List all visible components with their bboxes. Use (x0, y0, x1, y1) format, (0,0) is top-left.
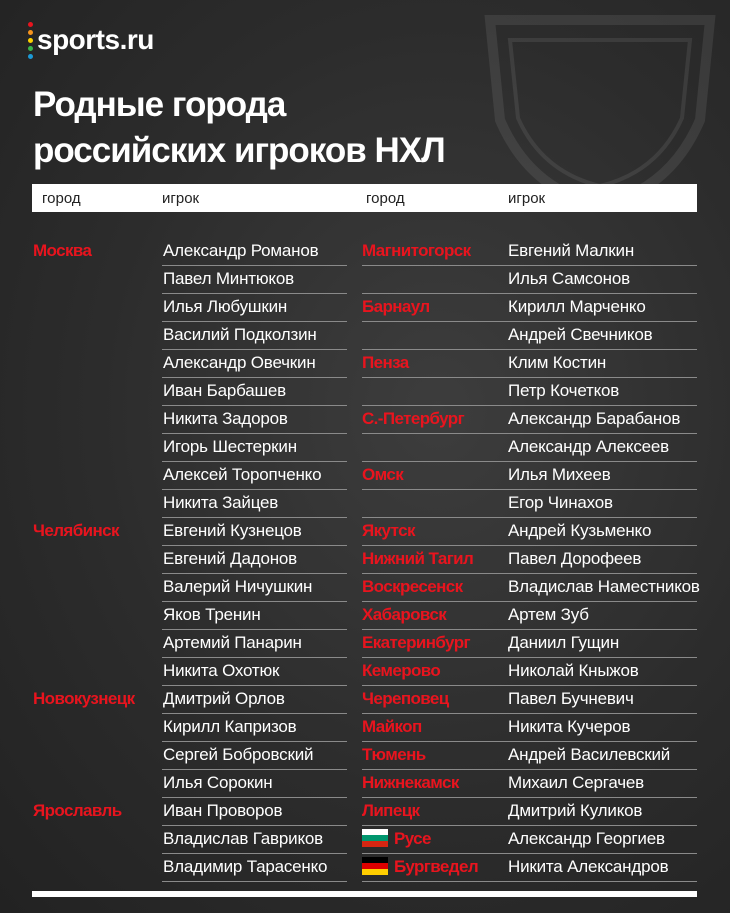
player-name: Андрей Свечников (508, 325, 653, 344)
city-name: Ярославль (33, 801, 122, 820)
row-separator (162, 685, 347, 686)
player-name: Никита Александров (508, 857, 669, 876)
row-separator (362, 545, 697, 546)
row-separator (362, 377, 697, 378)
city-label (33, 689, 135, 709)
row-separator (162, 713, 347, 714)
city-name: Майкоп (362, 717, 422, 736)
player-name: Андрей Василевский (508, 745, 671, 764)
player-name: Владислав Гавриков (163, 829, 323, 848)
player-name: Александр Овечкин (163, 353, 316, 372)
player-name: Илья Михеев (508, 465, 611, 484)
city-label (362, 409, 464, 429)
player-name: Игорь Шестеркин (163, 437, 297, 456)
row-separator (162, 489, 347, 490)
row-separator (162, 853, 347, 854)
city-name: Липецк (362, 801, 420, 820)
city-name: Екатеринбург (362, 633, 470, 652)
row-separator (162, 825, 347, 826)
player-name: Александр Барабанов (508, 409, 681, 428)
player-name: Никита Кучеров (508, 717, 631, 736)
city-name: Воскресенск (362, 577, 463, 596)
header-player-left: игрок (162, 190, 200, 207)
row-separator (362, 685, 697, 686)
logo-dots-icon (28, 22, 33, 59)
row-separator (362, 657, 697, 658)
player-name: Артемий Панарин (163, 633, 302, 652)
row-separator (162, 797, 347, 798)
sports-ru-logo (28, 22, 154, 58)
city-label (362, 857, 478, 877)
bulgaria-flag-icon (362, 829, 388, 847)
row-separator (362, 293, 697, 294)
city-name: Магнитогорск (362, 241, 471, 260)
row-separator (362, 405, 697, 406)
row-separator (162, 545, 347, 546)
row-separator (162, 769, 347, 770)
row-separator (162, 293, 347, 294)
player-name: Александр Георгиев (508, 829, 665, 848)
city-name: Москва (33, 241, 92, 260)
city-label (362, 297, 430, 317)
player-name: Павел Минтюков (163, 269, 294, 288)
row-separator (362, 629, 697, 630)
city-label (362, 829, 431, 849)
player-name: Павел Дорофеев (508, 549, 642, 568)
city-label (362, 241, 471, 261)
player-name: Яков Тренин (163, 605, 261, 624)
logo-dot-red (28, 22, 33, 27)
city-label (362, 353, 409, 373)
player-name: Илья Сорокин (163, 773, 273, 792)
player-name: Владимир Тарасенко (163, 857, 328, 876)
player-name: Никита Зайцев (163, 493, 279, 512)
row-separator (162, 349, 347, 350)
city-label (33, 521, 119, 541)
player-name: Кирилл Капризов (163, 717, 297, 736)
row-separator (362, 349, 697, 350)
title-line-1: Родные города (33, 85, 286, 124)
city-name: С.-Петербург (362, 409, 465, 428)
player-name: Дмитрий Куликов (508, 801, 643, 820)
row-separator (362, 741, 697, 742)
row-separator (362, 461, 697, 462)
player-name: Иван Барбашев (163, 381, 287, 400)
city-label (362, 773, 459, 793)
player-name: Артем Зуб (508, 605, 589, 624)
germany-flag-icon (362, 857, 388, 875)
city-name: Нижний Тагил (362, 549, 474, 568)
player-name: Андрей Кузьменко (508, 521, 652, 540)
player-name: Иван Проворов (163, 801, 283, 820)
city-label (362, 745, 426, 765)
city-name: Русе (394, 829, 431, 848)
player-name: Даниил Гущин (508, 633, 620, 652)
city-label (362, 521, 415, 541)
row-separator (162, 517, 347, 518)
row-separator (162, 601, 347, 602)
player-name: Илья Самсонов (508, 269, 630, 288)
city-name: Кемерово (362, 661, 441, 680)
player-name: Егор Чинахов (508, 493, 613, 512)
row-separator (362, 797, 697, 798)
player-name: Сергей Бобровский (163, 745, 314, 764)
city-label (33, 241, 91, 261)
player-name: Алексей Торопченко (163, 465, 322, 484)
row-separator (162, 405, 347, 406)
city-label (362, 717, 422, 737)
logo-dot-green (28, 46, 33, 51)
row-separator (162, 321, 347, 322)
header-city-right: город (366, 190, 405, 207)
city-name: Новокузнецк (33, 689, 135, 708)
player-name: Никита Задоров (163, 409, 288, 428)
row-separator (362, 517, 697, 518)
player-name: Евгений Кузнецов (163, 521, 302, 540)
city-name: Омск (362, 465, 404, 484)
row-separator (162, 573, 347, 574)
city-name: Тюмень (362, 745, 426, 764)
city-label (362, 661, 440, 681)
player-name: Александр Романов (163, 241, 319, 260)
row-separator (362, 265, 697, 266)
player-name: Василий Подколзин (163, 325, 317, 344)
row-separator (162, 741, 347, 742)
row-separator (362, 321, 697, 322)
row-separator (362, 433, 697, 434)
page-title (33, 82, 445, 174)
row-separator (162, 433, 347, 434)
city-label (362, 633, 470, 653)
player-name: Валерий Ничушкин (163, 577, 313, 596)
row-separator (362, 825, 697, 826)
player-name: Дмитрий Орлов (163, 689, 285, 708)
player-name: Евгений Малкин (508, 241, 635, 260)
city-name: Нижнекамск (362, 773, 459, 792)
header-player-right: игрок (508, 190, 546, 207)
row-separator (162, 377, 347, 378)
nhl-shield-icon (470, 0, 730, 210)
row-separator (162, 265, 347, 266)
city-name: Хабаровск (362, 605, 447, 624)
row-separator (162, 461, 347, 462)
row-separator (362, 713, 697, 714)
city-name: Барнаул (362, 297, 430, 316)
player-name: Петр Кочетков (508, 381, 620, 400)
city-label (362, 549, 473, 569)
player-name: Николай Кныжов (508, 661, 639, 680)
bottom-bar (32, 891, 697, 897)
title-line-2: российских игроков НХЛ (33, 131, 445, 170)
logo-dot-yellow (28, 38, 33, 43)
city-name: Пенза (362, 353, 409, 372)
row-separator (162, 881, 347, 882)
row-separator (362, 769, 697, 770)
row-separator (362, 601, 697, 602)
player-name: Владислав Наместников (508, 577, 700, 596)
row-separator (362, 853, 697, 854)
city-name: Бургведел (394, 857, 479, 876)
player-name: Кирилл Марченко (508, 297, 646, 316)
player-name: Клим Костин (508, 353, 607, 372)
header-city-left: город (42, 190, 81, 207)
row-separator (362, 881, 697, 882)
logo-dot-blue (28, 54, 33, 59)
city-name: Череповец (362, 689, 449, 708)
city-label (362, 801, 419, 821)
city-label (33, 801, 122, 821)
row-separator (162, 629, 347, 630)
city-label (362, 605, 446, 625)
player-name: Евгений Дадонов (163, 549, 297, 568)
player-name: Александр Алексеев (508, 437, 669, 456)
city-label (362, 465, 403, 485)
row-separator (362, 489, 697, 490)
player-name: Михаил Сергачев (508, 773, 644, 792)
player-name: Павел Бучневич (508, 689, 634, 708)
player-name: Илья Любушкин (163, 297, 288, 316)
logo-text: sports.ru (37, 24, 154, 55)
table-header-bar (32, 184, 697, 212)
city-label (362, 577, 463, 597)
logo-dot-orange (28, 30, 33, 35)
city-name: Якутск (362, 521, 415, 540)
city-name: Челябинск (33, 521, 119, 540)
row-separator (362, 573, 697, 574)
row-separator (162, 657, 347, 658)
player-name: Никита Охотюк (163, 661, 280, 680)
city-label (362, 689, 449, 709)
